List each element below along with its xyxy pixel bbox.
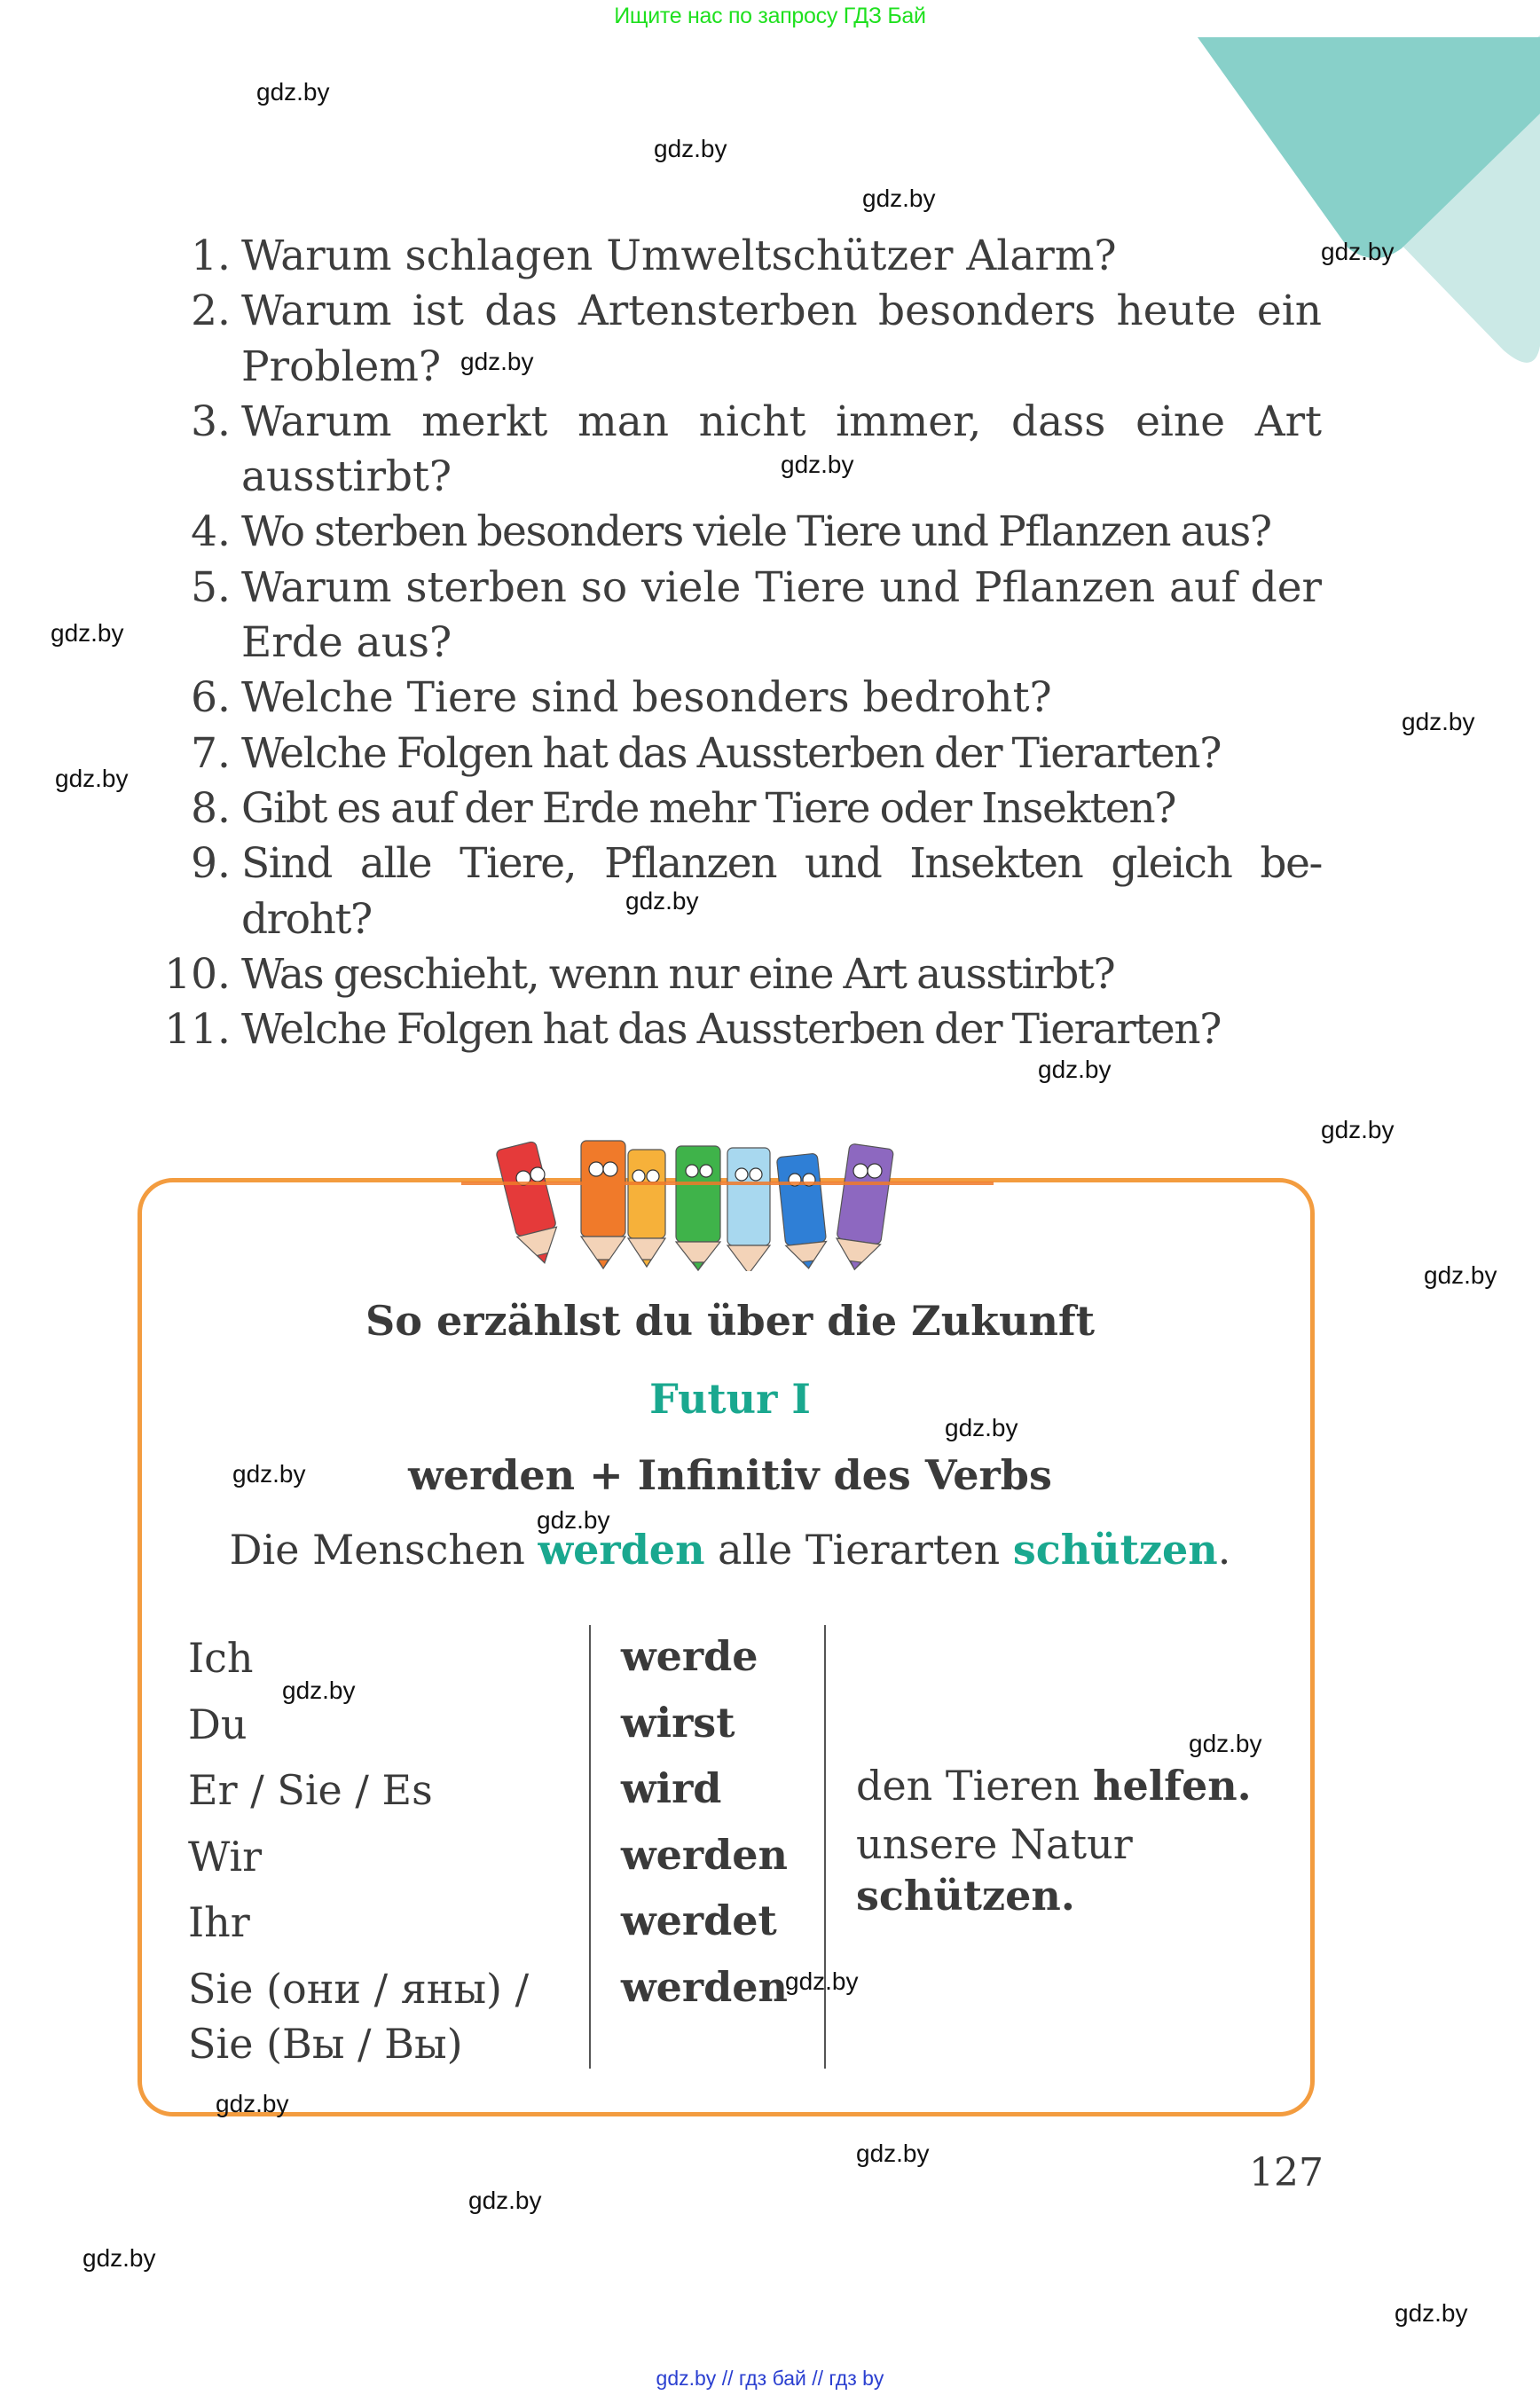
watermark-text: gdz.by (1038, 1056, 1112, 1083)
question-number: 3. (191, 397, 231, 446)
watermark-text: gdz.by (781, 451, 854, 478)
example-part: Die Menschen (229, 1526, 538, 1574)
watermark-text: gdz.by (862, 185, 936, 212)
pronoun: Ihr (188, 1898, 250, 1946)
verb-form: wird (621, 1764, 722, 1812)
question-number: 9. (191, 839, 231, 889)
completion-line (856, 1815, 1252, 1873)
verb-form: wirst (621, 1698, 735, 1747)
completion-line (856, 1866, 1252, 1925)
pronoun: Sie (они / яны) / (188, 1964, 530, 2013)
pronoun: Ich (188, 1634, 254, 1682)
question-item (133, 1002, 1322, 1057)
watermark-text: gdz.by (1321, 1116, 1395, 1143)
grammar-title: So erzählst du über die Zukunft (365, 1297, 1095, 1345)
watermark-text: gdz.by (468, 2187, 542, 2214)
question-text: Sind alle Tiere, Pflanzen und Insekten gleich be-droht? (241, 839, 1322, 944)
pronoun: Wir (188, 1832, 263, 1881)
question-item (133, 836, 1322, 947)
verb-form: werde (621, 1632, 758, 1680)
watermark-text: gdz.by (51, 619, 124, 647)
question-number: 5. (191, 562, 231, 612)
verb-form: werden (621, 1830, 788, 1879)
question-text: Was geschieht, wenn nur eine Art ausstirbt? (241, 949, 1115, 999)
watermark-text: gdz.by (625, 887, 699, 915)
question-item (133, 671, 1322, 726)
search-banner: Ищите нас по запросу ГДЗ Бай (614, 4, 926, 28)
pronoun: Du (188, 1700, 248, 1748)
pronoun-column (188, 1625, 529, 2077)
question-text: Welche Tiere sind besonders bedroht? (241, 673, 1052, 723)
question-item (133, 284, 1322, 395)
watermark-text: gdz.by (216, 2090, 289, 2117)
watermark-text: gdz.by (856, 2140, 930, 2167)
completion-line (856, 1756, 1252, 1815)
question-text: Gibt es auf der Erde mehr Tiere oder Insekten? (241, 783, 1176, 833)
question-item (133, 781, 1322, 836)
question-list (133, 229, 1322, 1057)
question-number: 7. (191, 728, 231, 778)
pronoun: Er / Sie / Es (188, 1766, 433, 1814)
example-highlight-infinitive: schützen (1012, 1526, 1218, 1574)
question-text: Warum ist das Artensterben besonders heute ein Problem? (241, 287, 1322, 391)
watermark-text: gdz.by (256, 78, 330, 106)
table-divider (589, 1625, 591, 2069)
werden-forms-column (621, 1623, 788, 2020)
watermark-text: gdz.by (945, 1414, 1018, 1441)
example-sentence (138, 1526, 1323, 1574)
completion-text: unsere Natur (856, 1820, 1133, 1868)
question-number: 11. (164, 1005, 231, 1055)
example-highlight-verb: werden (538, 1526, 705, 1574)
watermark-text: gdz.by (1321, 238, 1395, 265)
question-item (133, 505, 1322, 560)
question-number: 6. (191, 673, 231, 723)
completion-infinitive: helfen. (1093, 1762, 1252, 1810)
watermark-text: gdz.by (232, 1460, 306, 1488)
question-item (133, 947, 1322, 1002)
completion-text: den Tieren (856, 1762, 1093, 1810)
question-number: 4. (191, 507, 231, 557)
tense-name: Futur I (649, 1375, 811, 1423)
watermark-text: gdz.by (55, 765, 129, 792)
question-number: 10. (164, 949, 231, 999)
footer-links[interactable]: gdz.by // гдз бай // гдз by (656, 2367, 884, 2390)
question-text: Warum sterben so viele Tiere und Pflanzen auf der Erde aus? (241, 562, 1322, 668)
watermark-text: gdz.by (1424, 1261, 1497, 1289)
grammar-formula: werden + Infinitiv des Verbs (408, 1451, 1052, 1499)
question-text: Welche Folgen hat das Aussterben der Tierarten? (241, 1005, 1221, 1055)
page-number: 127 (1249, 2150, 1324, 2195)
question-item (133, 395, 1322, 506)
question-item (133, 561, 1322, 671)
pencil-characters-icon (461, 1125, 994, 1271)
verb-form: werden (621, 1962, 788, 2011)
example-part: alle Tierarten (704, 1526, 1013, 1574)
question-item (133, 229, 1322, 284)
question-text: Warum merkt man nicht immer, dass eine Art ausstirbt? (241, 397, 1322, 502)
watermark-text: gdz.by (537, 1506, 610, 1534)
completion-infinitive: schützen. (856, 1872, 1075, 1920)
watermark-text: gdz.by (1402, 708, 1475, 735)
question-text: Welche Folgen hat das Aussterben der Tierarten? (241, 728, 1221, 778)
question-number: 8. (191, 783, 231, 833)
watermark-text: gdz.by (1395, 2299, 1468, 2327)
completion-column (856, 1756, 1252, 1925)
watermark-text: gdz.by (1189, 1730, 1262, 1757)
question-item (133, 726, 1322, 781)
question-number: 2. (191, 287, 231, 336)
question-number: 1. (191, 232, 231, 280)
table-divider (824, 1625, 826, 2069)
watermark-text: gdz.by (785, 1967, 859, 1995)
pronoun: Sie (Вы / Вы) (188, 2020, 463, 2068)
watermark-text: gdz.by (460, 348, 534, 375)
example-part: . (1217, 1526, 1231, 1574)
question-text: Wo sterben besonders viele Tiere und Pflanzen aus? (241, 507, 1271, 557)
question-text: Warum schlagen Umweltschützer Alarm? (241, 232, 1117, 280)
watermark-text: gdz.by (654, 135, 727, 162)
verb-form: werdet (621, 1896, 777, 1944)
watermark-text: gdz.by (82, 2244, 156, 2272)
watermark-text: gdz.by (282, 1677, 356, 1704)
